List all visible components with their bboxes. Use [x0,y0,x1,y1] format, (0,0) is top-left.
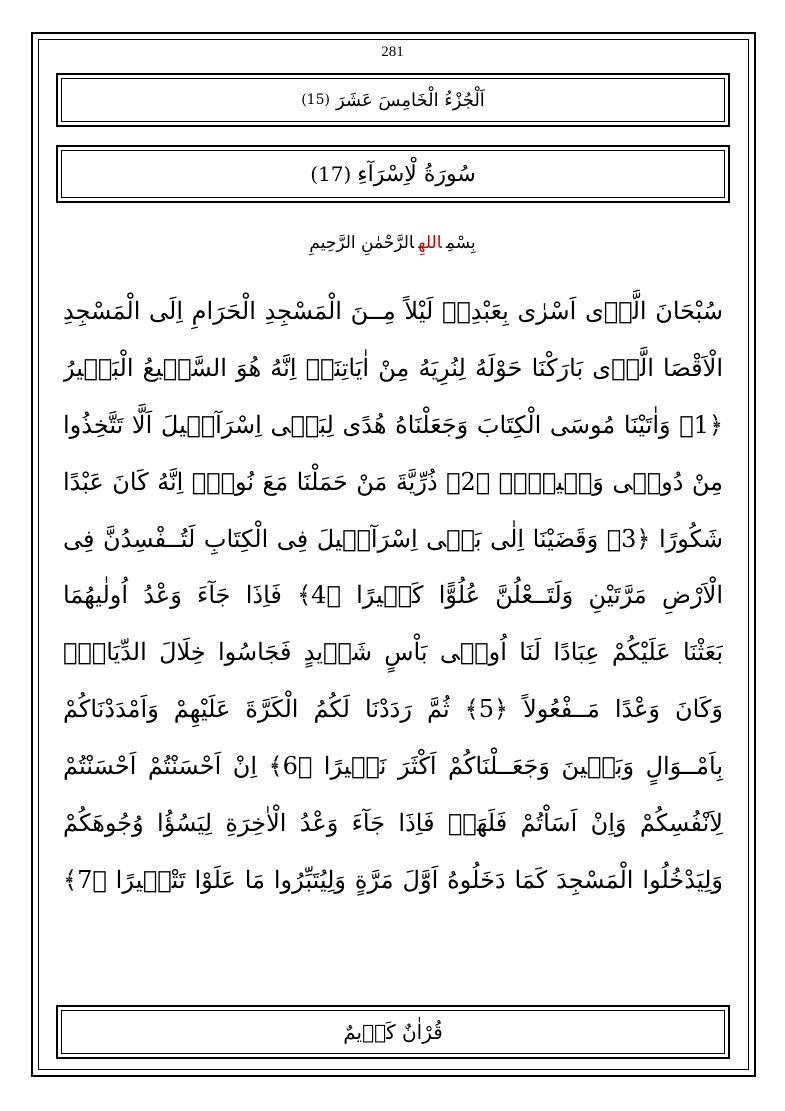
surah-number: (17) [310,162,352,186]
juz-header [56,73,730,127]
verse-block [63,283,723,909]
basmala-bism: بِسْمِ [445,233,476,253]
surah-header [56,145,730,203]
verse-line: وَلِيَدْخُلُوا الْمَسْجِدَ كَمَا دَخَلُوهُ اَوَّلَ مَرَّةٍ وَلِيُتَبِّرُوا مَا عَلَوْا تَتْبٖيرًا ﴿7﴾ [63,865,723,894]
page-number: 281 [381,44,404,60]
juz-number: (15) [301,92,330,108]
basmala [0,233,785,253]
basmala-allah: اللهِ [418,233,442,253]
verse-line: مِنْ دُونٖى وَكٖيلاًۜ ﴿2﴾ ذُرِّيَّةَ مَنْ حَمَلْنَا مَعَ نُوحٍۜ اِنَّهُ كَانَ عَبْدًا [63,467,723,496]
verse-line: شَكُورًا ﴿3﴾ وَقَضَيْنَا اِلٰى بَنٖى اِسْرَآئٖيلَ فِى الْكِتَابِ لَتُــفْسِدُنَّ فِى [63,524,723,553]
footer-box [56,1005,730,1059]
verse-line: الْاَقْصَا الَّذٖى بَارَكْنَا حَوْلَهُ لِنُرِيَهُ مِنْ اٰيَاتِنَاۜ اِنَّهُ هُوَ السَّمٖيعُ الْبَصٖيرُ [63,353,723,382]
verse-line: سُبْحَانَ الَّذٖى اَسْرٰى بِعَبْدِهٖ لَيْلاً مِــنَ الْمَسْجِدِ الْحَرَامِ اِلَى الْمَسْجِدِ [63,297,723,325]
verse-line: بِاَمْــوَالٍ وَبَنٖينَ وَجَعَــلْنَاكُمْ اَكْثَرَ نَفٖيرًا ﴿6﴾ اِنْ اَحْسَنْتُمْ اَحْسَنْتُمْ [63,752,723,781]
verse-line: الْاَرْضِ مَرَّتَيْنِ وَلَتَــعْلُنَّ عُلُوًّا كَبٖيرًا ﴿4﴾ فَاِذَا جَآءَ وَعْدُ اُولٰيهُمَا [63,581,723,610]
footer-text: قُرْاٰنٌ كَرٖيمٌ [343,1020,443,1044]
basmala-rest: الرَّحْمٰنِ الرَّحِيمِ [309,233,415,253]
verse-line: ﴿1﴾ وَاٰتَيْنَا مُوسَى الْكِتَابَ وَجَعَلْنَاهُ هُدًى لِبَنٖى اِسْرَآئٖيلَ اَلَّا تَتَّخِذُوا [63,410,723,439]
verse-line: وَكَانَ وَعْدًا مَــفْعُولاً ﴿5﴾ ثُمَّ رَدَدْنَا لَكُمُ الْكَرَّةَ عَلَيْهِمْ وَاَمْدَدْنَاكُمْ [63,695,723,724]
surah-title: سُورَةُ لْاِسْرَآءِ [357,161,476,187]
verse-line: بَعَثْنَا عَلَيْكُمْ عِبَادًا لَنَا اُولٖى بَاْسٍ شَدٖيدٍ فَجَاسُوا خِلَالَ الدِّيَارِۜ [63,638,723,667]
juz-title: اَلْجُزْءُ الْخَامِسَ عَشَرَ [335,89,485,111]
verse-line: لِاَنْفُسِكُمْ وَاِنْ اَسَاْتُمْ فَلَهَاۜ فَاِذَا جَآءَ وَعْدُ الْاٰخِرَةِ لِيَسُؤُا وُجُوهَكُمْ [63,809,723,838]
